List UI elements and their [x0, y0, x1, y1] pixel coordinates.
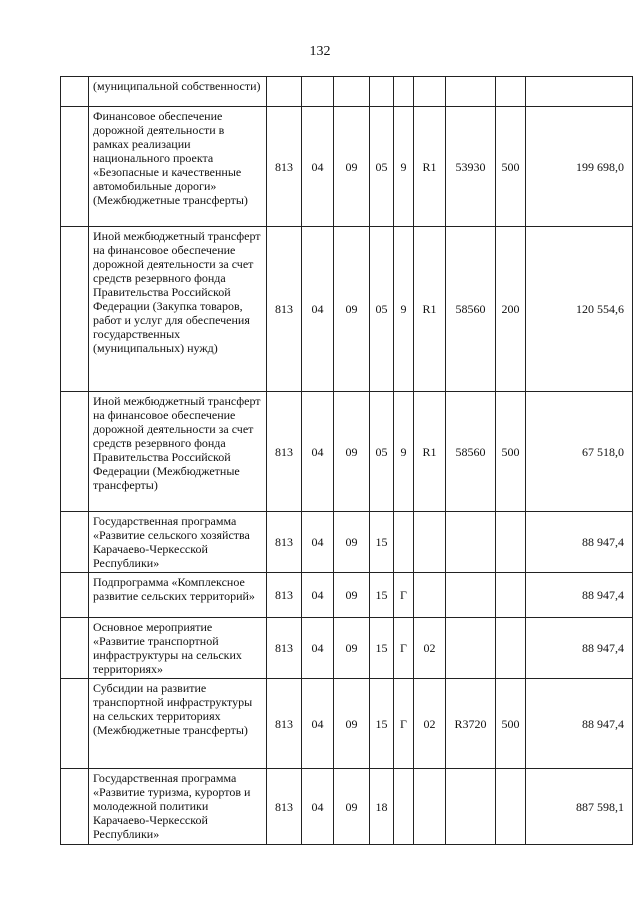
subsection-code-cell: 09: [334, 769, 370, 845]
description-cell: Государственная программа «Развитие сельского хозяйства Карачаево-Черкесской Республики»: [89, 512, 267, 573]
row-index-cell: [61, 769, 89, 845]
expense-type-cell: [496, 769, 526, 845]
main-event-code-cell: R1: [414, 392, 446, 512]
program-code-cell: [370, 77, 394, 107]
ministry-code-cell: 813: [267, 679, 302, 769]
row-index-cell: [61, 512, 89, 573]
program-code-cell: 18: [370, 769, 394, 845]
ministry-code-cell: 813: [267, 618, 302, 679]
expense-type-cell: 500: [496, 679, 526, 769]
ministry-code-cell: 813: [267, 227, 302, 392]
subsection-code-cell: 09: [334, 618, 370, 679]
subprogram-code-cell: [394, 77, 414, 107]
description-cell: (муниципальной собственности): [89, 77, 267, 107]
page-number: 132: [309, 44, 331, 59]
expense-type-cell: 500: [496, 107, 526, 227]
ministry-code-cell: 813: [267, 512, 302, 573]
section-code-cell: 04: [302, 107, 334, 227]
ministry-code-cell: 813: [267, 573, 302, 618]
subsection-code-cell: 09: [334, 573, 370, 618]
description-cell: Подпрограмма «Комплексное развитие сельских территорий»: [89, 573, 267, 618]
section-code-cell: 04: [302, 573, 334, 618]
program-code-cell: 05: [370, 392, 394, 512]
subprogram-code-cell: Г: [394, 679, 414, 769]
direction-code-cell: 58560: [446, 392, 496, 512]
row-index-cell: [61, 679, 89, 769]
expense-type-cell: [496, 618, 526, 679]
amount-cell: 88 947,4: [526, 618, 633, 679]
program-code-cell: 15: [370, 679, 394, 769]
section-code-cell: [302, 77, 334, 107]
table-row: [61, 512, 633, 573]
program-code-cell: 05: [370, 227, 394, 392]
budget-table: [60, 76, 633, 845]
direction-code-cell: 58560: [446, 227, 496, 392]
row-index-cell: [61, 573, 89, 618]
amount-cell: 88 947,4: [526, 679, 633, 769]
ministry-code-cell: 813: [267, 769, 302, 845]
section-code-cell: 04: [302, 512, 334, 573]
amount-cell: 88 947,4: [526, 573, 633, 618]
program-code-cell: 15: [370, 573, 394, 618]
row-index-cell: [61, 618, 89, 679]
row-index-cell: [61, 392, 89, 512]
amount-cell: 88 947,4: [526, 512, 633, 573]
main-event-code-cell: R1: [414, 227, 446, 392]
direction-code-cell: 53930: [446, 107, 496, 227]
expense-type-cell: [496, 77, 526, 107]
direction-code-cell: [446, 769, 496, 845]
direction-code-cell: R3720: [446, 679, 496, 769]
section-code-cell: 04: [302, 392, 334, 512]
program-code-cell: 05: [370, 107, 394, 227]
direction-code-cell: [446, 573, 496, 618]
amount-cell: [526, 77, 633, 107]
description-cell: Финансовое обеспечение дорожной деятельности в рамках реализации национального проекта «Безопасные и качественные автомобильные дороги» (Межбюджетные трансферты): [89, 107, 267, 227]
table-row: [61, 679, 633, 769]
table-row: [61, 769, 633, 845]
main-event-code-cell: 02: [414, 679, 446, 769]
main-event-code-cell: [414, 769, 446, 845]
subprogram-code-cell: [394, 512, 414, 573]
subprogram-code-cell: 9: [394, 107, 414, 227]
program-code-cell: 15: [370, 512, 394, 573]
subsection-code-cell: 09: [334, 512, 370, 573]
subsection-code-cell: 09: [334, 392, 370, 512]
direction-code-cell: [446, 618, 496, 679]
main-event-code-cell: [414, 77, 446, 107]
main-event-code-cell: [414, 512, 446, 573]
expense-type-cell: 500: [496, 392, 526, 512]
description-cell: Субсидии на развитие транспортной инфраструктуры на сельских территориях (Межбюджетные трансферты): [89, 679, 267, 769]
amount-cell: 67 518,0: [526, 392, 633, 512]
ministry-code-cell: [267, 77, 302, 107]
subprogram-code-cell: Г: [394, 573, 414, 618]
direction-code-cell: [446, 77, 496, 107]
subprogram-code-cell: [394, 769, 414, 845]
main-event-code-cell: [414, 573, 446, 618]
row-index-cell: [61, 227, 89, 392]
table-row: [61, 77, 633, 107]
section-code-cell: 04: [302, 618, 334, 679]
subsection-code-cell: [334, 77, 370, 107]
description-cell: Основное мероприятие «Развитие транспортной инфраструктуры на сельских территориях»: [89, 618, 267, 679]
description-cell: Иной межбюджетный трансферт на финансовое обеспечение дорожной деятельности за счет средств резервного фонда Правительства Российской Федерации (Межбюджетные трансферты): [89, 392, 267, 512]
subsection-code-cell: 09: [334, 679, 370, 769]
table-row: [61, 573, 633, 618]
subsection-code-cell: 09: [334, 107, 370, 227]
expense-type-cell: 200: [496, 227, 526, 392]
amount-cell: 887 598,1: [526, 769, 633, 845]
subprogram-code-cell: 9: [394, 392, 414, 512]
description-cell: Государственная программа «Развитие туризма, курортов и молодежной политики Карачаево-Черкесской Республики»: [89, 769, 267, 845]
amount-cell: 199 698,0: [526, 107, 633, 227]
table-row: [61, 392, 633, 512]
description-cell: Иной межбюджетный трансферт на финансовое обеспечение дорожной деятельности за счет средств резервного фонда Правительства Российской Федерации (Закупка товаров, работ и услуг для обеспечения государственных (муниципальных) нужд): [89, 227, 267, 392]
section-code-cell: 04: [302, 227, 334, 392]
table-row: [61, 618, 633, 679]
table-row: [61, 227, 633, 392]
subprogram-code-cell: Г: [394, 618, 414, 679]
subsection-code-cell: 09: [334, 227, 370, 392]
main-event-code-cell: R1: [414, 107, 446, 227]
main-event-code-cell: 02: [414, 618, 446, 679]
row-index-cell: [61, 107, 89, 227]
table-row: [61, 107, 633, 227]
ministry-code-cell: 813: [267, 392, 302, 512]
program-code-cell: 15: [370, 618, 394, 679]
expense-type-cell: [496, 573, 526, 618]
expense-type-cell: [496, 512, 526, 573]
direction-code-cell: [446, 512, 496, 573]
amount-cell: 120 554,6: [526, 227, 633, 392]
row-index-cell: [61, 77, 89, 107]
subprogram-code-cell: 9: [394, 227, 414, 392]
section-code-cell: 04: [302, 679, 334, 769]
ministry-code-cell: 813: [267, 107, 302, 227]
section-code-cell: 04: [302, 769, 334, 845]
